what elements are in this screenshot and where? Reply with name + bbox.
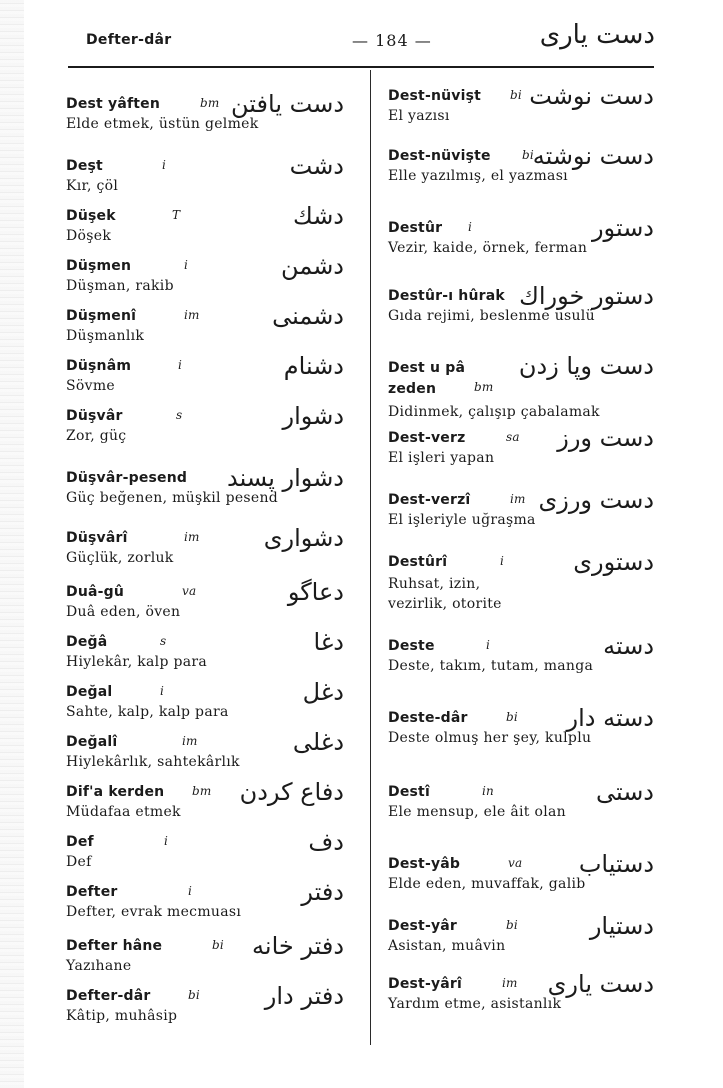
- entry-definition: Zor, güç: [66, 428, 127, 444]
- dictionary-entry: [388, 850, 656, 892]
- dictionary-entry: [66, 202, 346, 244]
- entry-definition: El yazısı: [388, 108, 450, 124]
- entry-arabic-script: دست نوشت: [529, 82, 654, 110]
- dictionary-entry: [66, 578, 346, 620]
- entry-arabic-script: دغل: [302, 678, 344, 706]
- entry-definition: Kâtip, muhâsip: [66, 1008, 178, 1024]
- entry-definition: El işleri yapan: [388, 450, 495, 466]
- entry-headword: Değalî: [66, 734, 118, 750]
- entry-arabic-script: دستى: [595, 778, 654, 806]
- entry-pos-tag: bi: [506, 918, 518, 932]
- dictionary-entry: [66, 778, 346, 820]
- dictionary-entry: [66, 302, 346, 344]
- dictionary-entry: [66, 828, 346, 870]
- entry-definition: Elle yazılmış, el yazması: [388, 168, 568, 184]
- entry-pos-tag: i: [178, 358, 183, 372]
- entry-pos-tag: i: [162, 158, 167, 172]
- entry-arabic-script: دستور: [591, 214, 654, 242]
- entry-pos-tag: va: [182, 584, 197, 598]
- entry-arabic-script: دف: [308, 828, 344, 856]
- entry-pos-tag: im: [184, 530, 200, 544]
- entry-arabic-script: دسته: [603, 632, 654, 660]
- dictionary-entry: [66, 932, 346, 974]
- dictionary-entry: [66, 878, 346, 920]
- dictionary-entry: [66, 982, 346, 1024]
- entry-arabic-script: دست ورزى: [538, 486, 654, 514]
- dictionary-entry: [66, 352, 346, 394]
- entry-headword: Düşvâr-pesend: [66, 470, 188, 486]
- entry-headword: Düşmenî: [66, 308, 137, 324]
- entry-headword: Defter: [66, 884, 118, 900]
- entry-headword: Dest-yâb: [388, 856, 461, 872]
- dictionary-entry: [388, 82, 656, 124]
- entry-arabic-script: دستور خوراك: [519, 282, 654, 310]
- entry-pos-tag: i: [160, 684, 165, 698]
- dictionary-entry: [388, 142, 656, 184]
- entry-pos-tag: bi: [188, 988, 200, 1002]
- entry-pos-tag: s: [160, 634, 167, 648]
- entry-pos-tag: bi: [212, 938, 224, 952]
- entry-arabic-script: دشوارى: [263, 524, 344, 552]
- dictionary-entry: [388, 214, 656, 256]
- entry-arabic-script: دست وپا زدن: [518, 352, 654, 380]
- entry-headword: Destûr-ı hûrak: [388, 288, 505, 304]
- dictionary-entry: [66, 728, 346, 770]
- entry-headword: Düşnâm: [66, 358, 132, 374]
- entry-pos-tag: in: [482, 784, 494, 798]
- entry-headword: Deste: [388, 638, 435, 654]
- dictionary-entry: [388, 704, 656, 746]
- entry-pos-tag: im: [502, 976, 518, 990]
- entry-definition: Döşek: [66, 228, 112, 244]
- entry-arabic-script: دستياب: [578, 850, 654, 878]
- entry-definition: Düşman, rakib: [66, 278, 174, 294]
- entry-arabic-script: دست ورز: [557, 424, 654, 452]
- dictionary-entry: [388, 912, 656, 954]
- dictionary-entry: [66, 524, 346, 566]
- entry-headword: Destûrî: [388, 554, 448, 570]
- entry-definition: Didinmek, çalışıp çabalamak: [388, 404, 600, 420]
- running-head: Defter-dâr: [86, 32, 172, 48]
- entry-pos-tag: i: [468, 220, 473, 234]
- entry-headword: Dest-verz: [388, 430, 466, 446]
- entry-headword: Düşmen: [66, 258, 132, 274]
- entry-pos-tag: i: [184, 258, 189, 272]
- entry-headword: Destî: [388, 784, 430, 800]
- entry-arabic-script: دعاگو: [287, 578, 344, 606]
- entry-definition: Kır, çöl: [66, 178, 119, 194]
- entry-arabic-script: دشمن: [281, 252, 344, 280]
- entry-definition: Güç beğenen, müşkil pesend: [66, 490, 279, 506]
- entry-definition: Asistan, muâvin: [388, 938, 506, 954]
- entry-arabic-script: دشوار پسند: [226, 464, 344, 492]
- entry-headword: Def: [66, 834, 94, 850]
- entry-pos-tag: i: [486, 638, 491, 652]
- entry-pos-tag: s: [176, 408, 183, 422]
- entry-definition: Yardım etme, asistanlık: [388, 996, 562, 1012]
- entry-headword: Defter-dâr: [66, 988, 151, 1004]
- entry-headword: Defter hâne: [66, 938, 163, 954]
- entry-headword: Dest yâften: [66, 96, 161, 112]
- dictionary-entry: [388, 282, 656, 324]
- dictionary-entry: [66, 464, 346, 506]
- scan-edge: [0, 0, 24, 1088]
- column-divider: [370, 70, 371, 1045]
- entry-arabic-script: دفتر دار: [264, 982, 344, 1010]
- entry-pos-tag: bi: [522, 148, 534, 162]
- entry-arabic-script: دست یافتن: [231, 90, 344, 118]
- entry-headword: Dif'a kerden: [66, 784, 165, 800]
- entry-pos-tag: bm: [474, 380, 494, 394]
- entry-headword: Düşek: [66, 208, 116, 224]
- entry-headword: Dest u pâ zeden: [388, 360, 466, 397]
- entry-definition: Sövme: [66, 378, 115, 394]
- entry-arabic-script: دفتر خانه: [252, 932, 344, 960]
- entry-definition: Ruhsat, izin, vezirlik, otorite: [388, 576, 502, 612]
- entry-pos-tag: im: [184, 308, 200, 322]
- entry-headword: Değâ: [66, 634, 108, 650]
- entry-definition: Yazıhane: [66, 958, 132, 974]
- dictionary-entry: [66, 628, 346, 670]
- entry-definition: Elde etmek, üstün gelmek: [66, 116, 259, 132]
- dictionary-entry: [388, 548, 656, 614]
- entry-arabic-script: دغلى: [292, 728, 344, 756]
- entry-arabic-script: دفتر: [301, 878, 344, 906]
- entry-arabic-script: دشنام: [283, 352, 344, 380]
- entry-arabic-script: دشوار: [282, 402, 344, 430]
- entry-definition: Deste olmuş her şey, kulplu: [388, 730, 592, 746]
- dictionary-entry: [388, 970, 656, 1012]
- entry-arabic-script: دستورى: [573, 548, 654, 576]
- entry-definition: Deste, takım, tutam, manga: [388, 658, 594, 674]
- entry-definition: Düşmanlık: [66, 328, 145, 344]
- dictionary-entry: [66, 678, 346, 720]
- entry-arabic-script: دست يارى: [547, 970, 654, 998]
- entry-definition: Müdafaa etmek: [66, 804, 181, 820]
- page-number: — 184 —: [352, 31, 432, 50]
- entry-definition: El işleriyle uğraşma: [388, 512, 536, 528]
- entry-pos-tag: va: [508, 856, 523, 870]
- dictionary-entry: [66, 90, 346, 132]
- entry-arabic-script: دفاع كردن: [239, 778, 344, 806]
- entry-headword: Destûr: [388, 220, 443, 236]
- entry-pos-tag: T: [172, 208, 181, 222]
- entry-arabic-script: دستيار: [589, 912, 654, 940]
- header-rule: [68, 66, 654, 68]
- entry-pos-tag: i: [500, 554, 505, 568]
- entry-headword: Düşvâr: [66, 408, 123, 424]
- entry-definition: Elde eden, muvaffak, galib: [388, 876, 586, 892]
- entry-headword: Dest-verzî: [388, 492, 471, 508]
- entry-arabic-script: دسته دار: [566, 704, 654, 732]
- entry-headword: Dest-nüvişt: [388, 88, 482, 104]
- entry-pos-tag: bi: [506, 710, 518, 724]
- dictionary-entry: [66, 252, 346, 294]
- entry-pos-tag: i: [164, 834, 169, 848]
- dictionary-entry: [388, 486, 656, 528]
- entry-pos-tag: i: [188, 884, 193, 898]
- entry-headword: Duâ-gû: [66, 584, 125, 600]
- entry-pos-tag: im: [182, 734, 198, 748]
- entry-pos-tag: sa: [506, 430, 520, 444]
- entry-arabic-script: دشمنى: [272, 302, 344, 330]
- entry-definition: Hiylekâr, kalp para: [66, 654, 208, 670]
- entry-headword: Dest-nüvişte: [388, 148, 491, 164]
- entry-definition: Def: [66, 854, 92, 870]
- entry-pos-tag: bi: [510, 88, 522, 102]
- entry-headword: Dest-yârî: [388, 976, 463, 992]
- dictionary-entry: [388, 778, 656, 820]
- dictionary-entry: [388, 352, 656, 420]
- entry-headword: Düşvârî: [66, 530, 128, 546]
- entry-arabic-script: دغا: [313, 628, 344, 656]
- entry-definition: Hiylekârlık, sahtekârlık: [66, 754, 240, 770]
- entry-headword: Deste-dâr: [388, 710, 468, 726]
- entry-definition: Gıda rejimi, beslenme usulü: [388, 308, 595, 324]
- entry-arabic-script: دشت: [289, 152, 344, 180]
- entry-definition: Duâ eden, öven: [66, 604, 181, 620]
- entry-definition: Güçlük, zorluk: [66, 550, 174, 566]
- entry-definition: Ele mensup, ele âit olan: [388, 804, 566, 820]
- entry-definition: Vezir, kaide, örnek, ferman: [388, 240, 588, 256]
- entry-pos-tag: bm: [192, 784, 212, 798]
- dictionary-entry: [66, 402, 346, 444]
- entry-arabic-script: دشك: [292, 202, 344, 230]
- dictionary-entry: [388, 632, 656, 674]
- running-head-arabic: دست یاری: [539, 20, 655, 50]
- entry-pos-tag: im: [510, 492, 526, 506]
- entry-headword: Değal: [66, 684, 113, 700]
- entry-definition: Sahte, kalp, kalp para: [66, 704, 229, 720]
- entry-headword: Dest-yâr: [388, 918, 458, 934]
- entry-definition: Defter, evrak mecmuası: [66, 904, 242, 920]
- entry-headword: Deşt: [66, 158, 103, 174]
- dictionary-entry: [388, 424, 656, 466]
- entry-arabic-script: دست نوشته: [532, 142, 654, 170]
- dictionary-entry: [66, 152, 346, 194]
- entry-pos-tag: bm: [200, 96, 220, 110]
